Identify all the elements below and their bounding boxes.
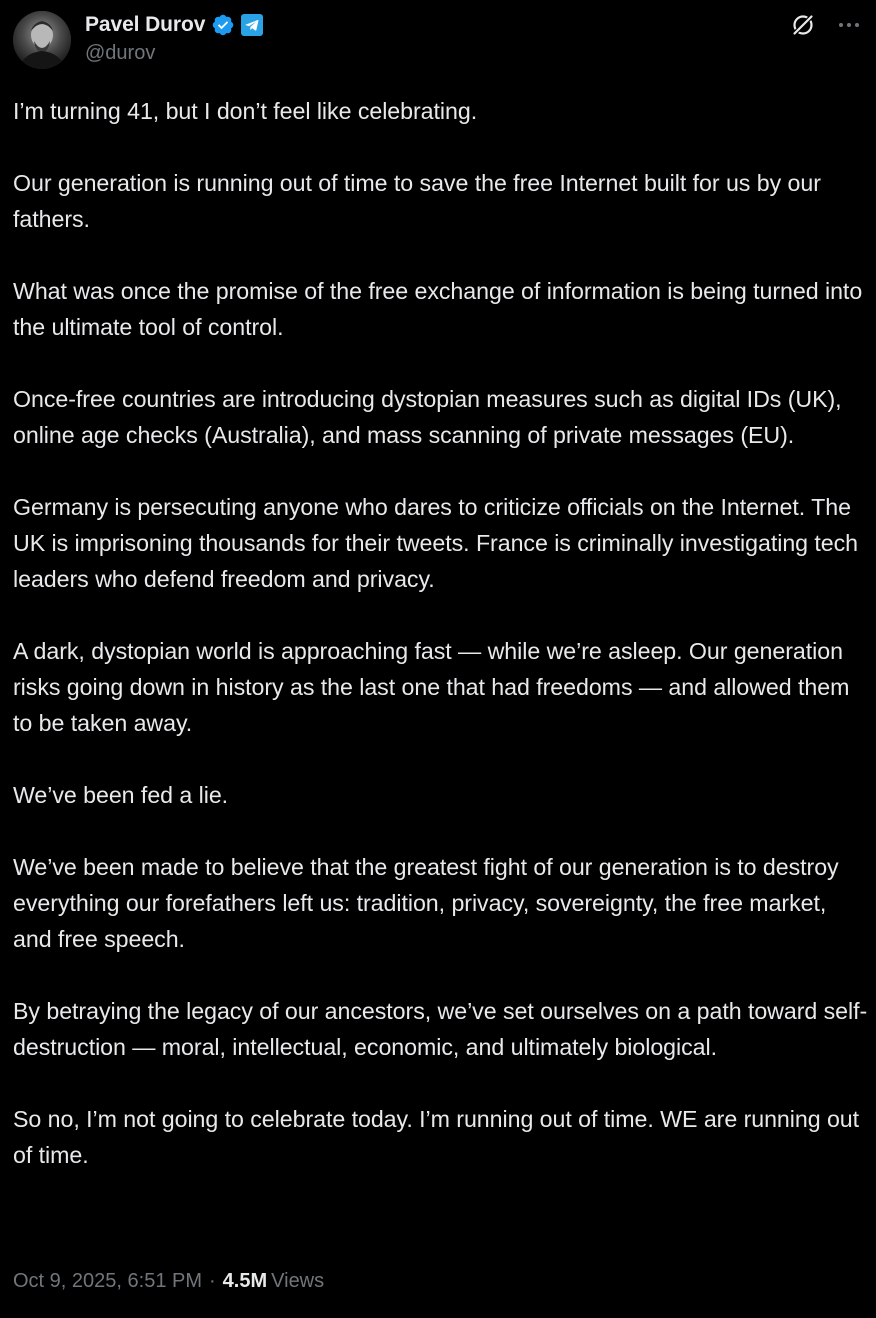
tweet-text xyxy=(13,93,868,1209)
tweet-paragraph: Our generation is running out of time to save the free Internet built for us by our fathers. xyxy=(13,170,821,232)
tweet-paragraph: Germany is persecuting anyone who dares to criticize officials on the Internet. The UK is imprisoning thousands for their tweets. France is criminally investigating tech leaders who defend freedom and privacy. xyxy=(13,494,859,592)
telegram-icon[interactable] xyxy=(241,14,263,36)
tweet-meta xyxy=(13,1270,324,1293)
author-info xyxy=(85,10,263,65)
tweet-paragraph: We’ve been made to believe that the greatest fight of our generation is to destroy everything our forefathers left us: tradition, privacy, sovereignty, the free market, and free speech. xyxy=(13,854,839,952)
name-row xyxy=(85,10,263,40)
timestamp[interactable]: Oct 9, 2025, 6:51 PM xyxy=(13,1270,202,1292)
tweet-paragraph: A dark, dystopian world is approaching fast — while we’re asleep. Our generation risks going down in history as the last one that had freedoms — and allowed them to be taken away. xyxy=(13,638,850,736)
views-label: Views xyxy=(271,1270,325,1292)
tweet-paragraph: What was once the promise of the free exchange of information is being turned into the ultimate tool of control. xyxy=(13,278,863,340)
views-count: 4.5M xyxy=(222,1270,268,1292)
meta-separator: · xyxy=(209,1270,216,1292)
avatar[interactable] xyxy=(13,11,71,69)
tweet-paragraph: So no, I’m not going to celebrate today. I’m running out of time. WE are running out of time. xyxy=(13,1106,860,1168)
handle[interactable]: @durov xyxy=(85,42,156,64)
grok-icon[interactable] xyxy=(790,12,816,38)
tweet-paragraph: Once-free countries are introducing dystopian measures such as digital IDs (UK), online age checks (Australia), and mass scanning of private messages (EU). xyxy=(13,386,842,448)
tweet-paragraph: By betraying the legacy of our ancestors, we’ve set ourselves on a path toward self-destruction — moral, intellectual, economic, and ultimately biological. xyxy=(13,998,868,1060)
more-dots-icon[interactable] xyxy=(836,12,862,38)
tweet-paragraph: I’m turning 41, but I don’t feel like celebrating. xyxy=(13,98,478,124)
tweet-paragraph: We’ve been fed a lie. xyxy=(13,782,229,808)
verified-check-icon[interactable] xyxy=(211,13,235,37)
header-actions xyxy=(790,12,862,38)
display-name[interactable]: Pavel Durov xyxy=(85,13,206,36)
